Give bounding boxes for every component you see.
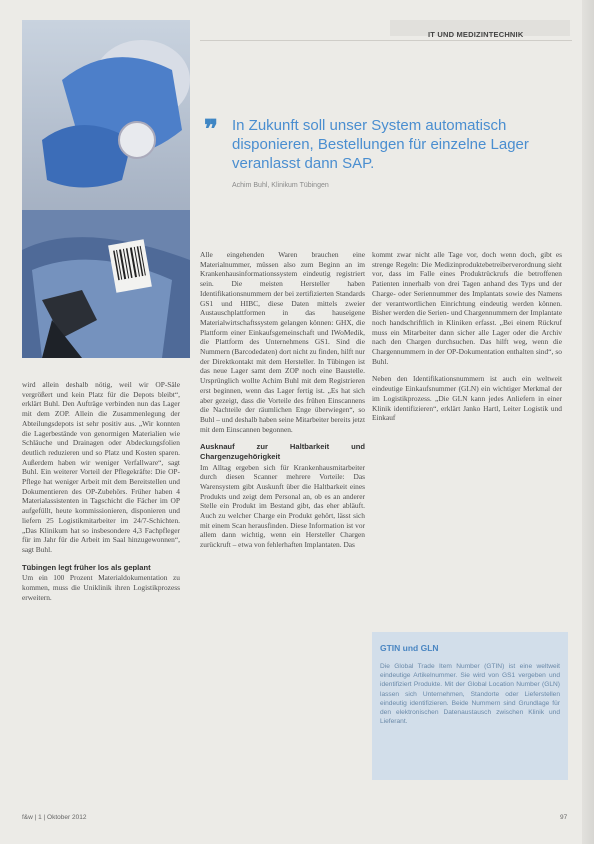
- paragraph: Alle eingehenden Waren brauchen eine Materialnummer, müssen also zum Beginn an im Krankenhausinformationssystem eindeutig registriert sein. Die meisten Hersteller haben Identifikationsnummern der bei zertifizierten Standards GS1 und HIBC, diese Daten mittels zweier Austauschplattformen in das hauseigene Materialwirtschaftssystem gelangen können: GHX, die Plattform einer Einkaufsgemeinschaft und IWoMedik, die Plattform des Unternehmens GS1. Sind die Nummern (Barcodedaten) dort nicht zu finden, hilft nur der Direktkontakt mit dem Hersteller. In Tübingen ist das neue Lager samt dem ZOP noch eine Baustelle. Ursprünglich wollte Achim Buhl mit dem Registrieren erst beginnen, wenn das Lager fertig ist. „Es hat sich aber gezeigt, dass die Vorteile des frühen Einscannens die Nachteile der räumlichen Enge überwiegen“, so Buhl – und deshalb haben seine Mitarbeiter bereits jetzt mit dem Einscannen begonnen.: [200, 250, 366, 434]
- scan-edge: [582, 0, 594, 844]
- section-header: IT UND MEDIZINTECHNIK: [428, 30, 524, 39]
- article-photo: [22, 20, 190, 358]
- article-column-2: [200, 250, 365, 550]
- header-rule: [200, 40, 572, 41]
- paragraph: Neben den Identifikationsnummern ist auch ein weltweit eindeutige Einkaufsnummer (GLN) ein wichtiger Merkmal der im Logistikprozess. „Die GLN kann jedes Anliefern in einer Klinik identifizieren“, erklärt Janko Hartl, Leiter Logistik und Einkauf: [372, 374, 562, 423]
- paragraph: Im Alltag ergeben sich für Krankenhausmitarbeiter durch diesen Scanner mehrere Vorteile: Das Warensystem gibt Auskunft über die Haltbarkeit eines Produkts und zeigt dem Personal an, ob es an anderer Stelle ein Produkt im Bestand gibt, das eher abläuft. Auch zu welcher Charge ein Produkt gehört, lässt sich mit einem Scan herausfinden. Diese Information ist vor allem dann wichtig, wenn ein Hersteller Chargen zurückruft – etwa von fehlerhaften Implantaten. Das: [200, 462, 365, 550]
- article-column-1: [22, 380, 180, 602]
- page-number: 97: [560, 814, 568, 821]
- footer-issue: f&w | 1 | Oktober 2012: [22, 814, 87, 821]
- paragraph: Um ein 100 Prozent Materialdokumentation zu kommen, muss die Uniklinik ihren Logistikprozess erweitern.: [22, 573, 180, 602]
- info-box-title: GTIN und GLN: [380, 643, 439, 653]
- paragraph: kommt zwar nicht alle Tage vor, doch wenn doch, gibt es strenge Regeln: Die Medizinproduktebetreiberverordnung sieht vor, dass im Falle eines Produktrückrufs die betroffenen Patienten innerhalb von drei Tagen anhand des Typs und der Charge- oder Seriennummer des Implantats sowie des Namens der verantwortlichen Einrichtung eindeutig werden können. Bisher werden die Serien- und Chargennummern der Implantate noch handschriftlich in Kliniken erfasst. „Bei einem Rückruf muss ein Mitarbeiter dann sicher alle Lager oder die Archiv nach den Chargen durchsuchen. Das hilft weg, wenn die Chargennummern in der OP-Dokumentation enthalten sind“, so Buhl.: [372, 250, 562, 366]
- subheading: Tübingen legt früher los als geplant: [22, 562, 151, 572]
- quote-mark-icon: ❞: [204, 114, 215, 144]
- paragraph: wird allein deshalb nötig, weil wir OP-Säle vergrößert und kein Platz für die Depots bleibt“, erklärt Buhl. Den Aufträge verbinden nun das Lager mit dem ZOP. Allein die Zusammenlegung der Abteilungsdepots ist sehr positiv aus. „Wir konnten die Lagerbestände von genormigen Materialien wie Schläuche und Drainagen oder Abdeckungsfolien deutlich reduzieren und so Platz und Kosten sparen. Außerdem haben wir weniger Verfallware“, sagt Buhl. Ein weiterer Vorteil der Pflegekräfte: Die OP-Pflege hat weniger Arbeit mit dem Bereitstellen und Dokumentieren des OP-Zubehörs. Früher haben 4 Materialassistenten in Tagschicht die Fächer im OP aufgefüllt, heute kommissionieren, disponieren und liefern 25 Logistikmitarbeiter im 24/7-Schichten. „Das Klinikum hat so insbesondere 4,3 Fachpfleger für im Jahr für die Arbeit im Saal hinzugewonnen“, sagt Buhl.: [22, 380, 180, 554]
- info-box-text: Die Global Trade Item Number (GTIN) ist eine weltweit eindeutige Artikelnummer. Sie wird von GS1 vergeben und identifiziert Produkte. Mit der Global Location Number (GLN) lassen sich Unternehmen, Standorte oder Lieferstellen eindeutig identifizieren. Beide Nummern sind Grundlage für den elektronischen Datenaustausch zwischen Klinik und Lieferant.: [380, 663, 560, 726]
- pull-quote: In Zukunft soll unser System automatisch disponieren, Bestellungen für einzelne Lager veranlasst dann SAP.: [232, 117, 529, 172]
- quote-author: Achim Buhl, Klinikum Tübingen: [232, 182, 329, 189]
- article-column-3: [372, 250, 562, 423]
- subheading: Ausknauf zur Haltbarkeit und Chargenzugehörigkeit: [200, 442, 365, 461]
- barcode-scan-photo-illustration: [22, 20, 190, 358]
